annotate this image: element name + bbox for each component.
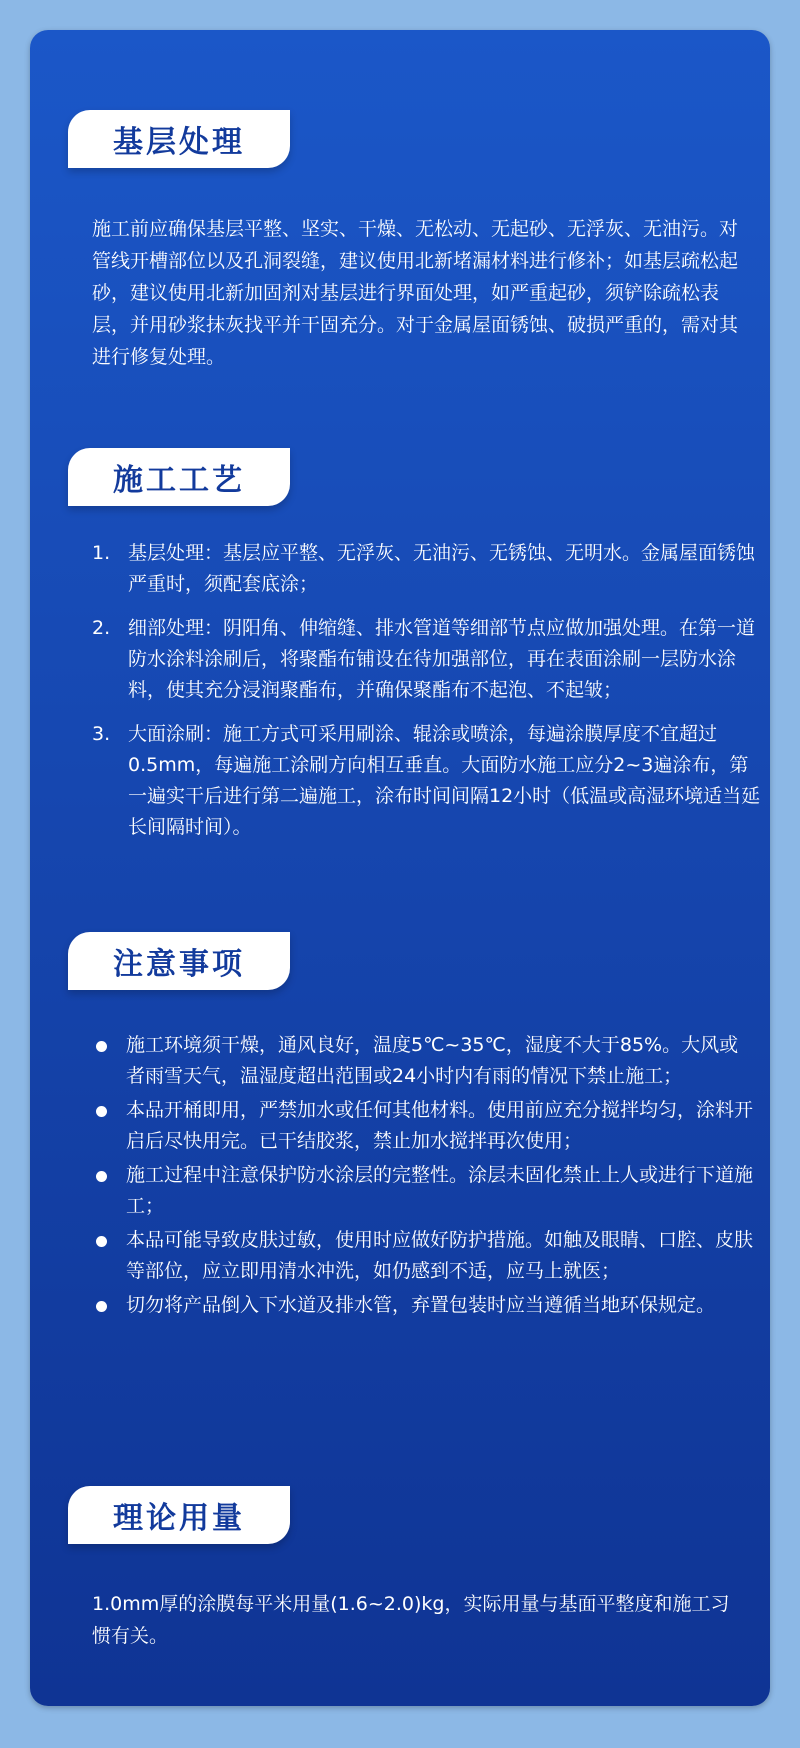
section-title-notes: 注意事项: [113, 947, 245, 982]
section-tag-base: [68, 110, 290, 168]
bullet-dot-icon: [96, 1171, 107, 1182]
bullet-dot-icon: [96, 1301, 107, 1312]
note-item: 施工环境须干燥，通风良好，温度5℃~35℃，湿度不大于85%。大风或者雨雪天气，温湿度超出范围或24小时内有雨的情况下禁止施工；: [92, 1030, 757, 1092]
note-item: 本品可能导致皮肤过敏，使用时应做好防护措施。如触及眼睛、口腔、皮肤等部位，应立即用清水冲洗，如仍感到不适，应马上就医；: [92, 1225, 757, 1287]
notes-list: [92, 1030, 757, 1324]
section-title-usage: 理论用量: [113, 1501, 245, 1536]
section-tag-notes: [68, 932, 290, 990]
section-tag-usage: [68, 1486, 290, 1544]
process-item: 3. 大面涂刷：施工方式可采用刷涂、辊涂或喷涂，每遍涂膜厚度不宜超过0.5mm，每遍施工涂刷方向相互垂直。大面防水施工应分2~3遍涂布，第一遍实干后进行第二遍施工，涂布时间间隔12小时（低温或高湿环境适当延长间隔时间）。: [92, 723, 761, 838]
section-title-process: 施工工艺: [113, 463, 245, 498]
bullet-dot-icon: [96, 1106, 107, 1117]
bullet-dot-icon: [96, 1236, 107, 1247]
process-item: 2. 细部处理：阴阳角、伸缩缝、排水管道等细部节点应做加强处理。在第一道防水涂料涂刷后，将聚酯布铺设在待加强部位，再在表面涂刷一层防水涂料，使其充分浸润聚酯布，并确保聚酯布不起泡、不起皱；: [92, 617, 756, 701]
bullet-dot-icon: [96, 1041, 107, 1052]
note-item: 本品开桶即用，严禁加水或任何其他材料。使用前应充分搅拌均匀，涂料开启后尽快用完。已干结胶浆，禁止加水搅拌再次使用；: [92, 1095, 757, 1157]
usage-text: 1.0mm厚的涂膜每平米用量(1.6~2.0)kg，实际用量与基面平整度和施工习惯有关。: [92, 1593, 730, 1647]
base-treatment-text: 施工前应确保基层平整、坚实、干燥、无松动、无起砂、无浮灰、无油污。对管线开槽部位以及孔洞裂缝，建议使用北新堵漏材料进行修补；如基层疏松起砂，建议使用北新加固剂对基层进行界面处理，如严重起砂，须铲除疏松表层，并用砂浆抹灰找平并干固充分。对于金属屋面锈蚀、破损严重的，需对其进行修复处理。: [92, 218, 739, 368]
process-list: [92, 538, 762, 856]
content-card: [30, 30, 770, 1706]
section-title-base: 基层处理: [113, 125, 245, 160]
section-tag-process: [68, 448, 290, 506]
note-item: 施工过程中注意保护防水涂层的完整性。涂层未固化禁止上人或进行下道施工；: [92, 1160, 757, 1222]
note-item: 切勿将产品倒入下水道及排水管，弃置包装时应当遵循当地环保规定。: [92, 1290, 757, 1321]
process-item: 1. 基层处理：基层应平整、无浮灰、无油污、无锈蚀、无明水。金属屋面锈蚀严重时，须配套底涂；: [92, 542, 756, 595]
